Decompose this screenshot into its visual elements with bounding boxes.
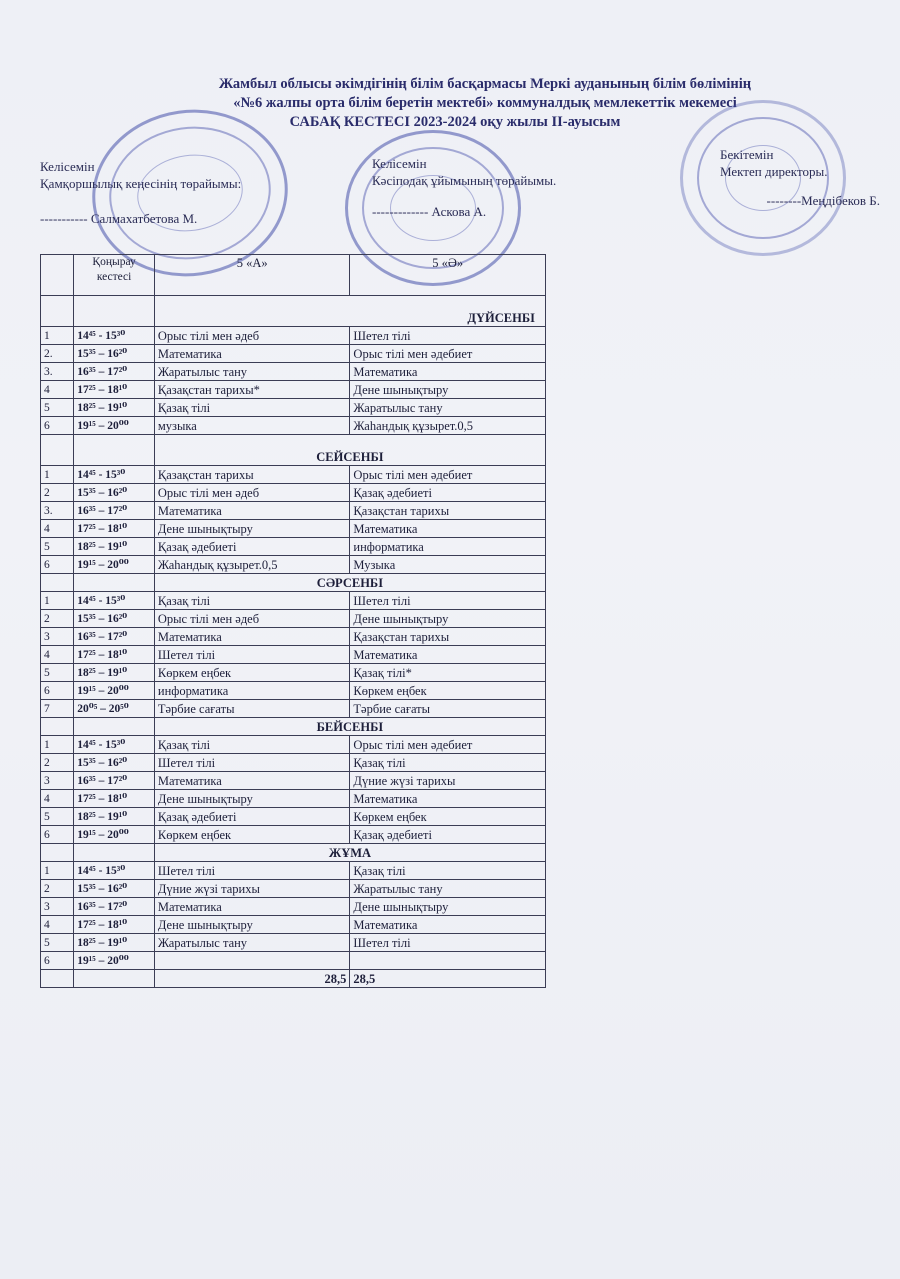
lesson-class-b: Орыс тілі мен әдебиет (350, 466, 546, 484)
table-row (41, 610, 546, 628)
bell-time: 17²⁵ – 18¹⁰ (74, 520, 155, 538)
lesson-class-a: Көркем еңбек (154, 664, 350, 682)
lesson-class-b: Қазақ тілі (350, 754, 546, 772)
lesson-class-a: Дене шынықтыру (154, 520, 350, 538)
lesson-class-a: Қазақстан тарихы (154, 466, 350, 484)
lesson-number: 2 (41, 754, 74, 772)
lesson-class-a: Математика (154, 628, 350, 646)
lesson-class-b: Жаратылыс тану (350, 880, 546, 898)
table-row (41, 538, 546, 556)
bell-time: 19¹⁵ – 20⁰⁰ (74, 556, 155, 574)
totals-cell (74, 970, 155, 988)
bell-time: 16³⁵ – 17²⁰ (74, 898, 155, 916)
bell-time: 19¹⁵ – 20⁰⁰ (74, 682, 155, 700)
approval-block-right (720, 146, 880, 209)
lesson-number: 6 (41, 682, 74, 700)
lesson-number: 1 (41, 466, 74, 484)
table-row (41, 682, 546, 700)
table-row (41, 399, 546, 417)
lesson-class-a: Қазақстан тарихы* (154, 381, 350, 399)
table-row (41, 466, 546, 484)
lesson-class-b: Математика (350, 520, 546, 538)
lesson-number: 3 (41, 898, 74, 916)
lesson-class-b: Жаһандық құзырет.0,5 (350, 417, 546, 435)
table-row (41, 502, 546, 520)
day-header-cell (74, 574, 155, 592)
lesson-class-b: Көркем еңбек (350, 682, 546, 700)
day-header-cell (41, 296, 74, 327)
lesson-number: 3. (41, 502, 74, 520)
lesson-class-a: Дүние жүзі тарихы (154, 880, 350, 898)
table-row (41, 556, 546, 574)
table-row (41, 417, 546, 435)
day-header-cell (41, 718, 74, 736)
bell-time: 18²⁵ – 19¹⁰ (74, 808, 155, 826)
table-row (41, 363, 546, 381)
lesson-class-a: Қазақ әдебиеті (154, 808, 350, 826)
lesson-class-b: Математика (350, 790, 546, 808)
lesson-number: 3 (41, 628, 74, 646)
table-row (41, 381, 546, 399)
totals-cell (41, 970, 74, 988)
table-row (41, 327, 546, 345)
totals-row (41, 970, 546, 988)
bell-time: 14⁴⁵ - 15³⁰ (74, 736, 155, 754)
bell-time: 18²⁵ – 19¹⁰ (74, 399, 155, 417)
day-name: БЕЙСЕНБІ (154, 718, 545, 736)
lesson-number: 6 (41, 417, 74, 435)
bell-time: 17²⁵ – 18¹⁰ (74, 790, 155, 808)
lesson-class-a: Тәрбие сағаты (154, 700, 350, 718)
header-cell-class-b: 5 «Ә» (350, 255, 546, 296)
lesson-number: 3. (41, 363, 74, 381)
lesson-class-a: Қазақ тілі (154, 592, 350, 610)
bell-time: 15³⁵ – 16²⁰ (74, 880, 155, 898)
total-hours-class-b: 28,5 (350, 970, 546, 988)
lesson-class-a: Қазақ әдебиеті (154, 538, 350, 556)
day-name: ЖҰМА (154, 844, 545, 862)
lesson-number: 2. (41, 345, 74, 363)
lesson-number: 4 (41, 520, 74, 538)
day-header-cell (41, 574, 74, 592)
day-name: СЕЙСЕНБІ (154, 435, 545, 466)
bell-time: 19¹⁵ – 20⁰⁰ (74, 952, 155, 970)
bell-time: 14⁴⁵ - 15³⁰ (74, 466, 155, 484)
lesson-class-b: Қазақ әдебиеті (350, 826, 546, 844)
lesson-number: 1 (41, 592, 74, 610)
table-row (41, 520, 546, 538)
approval-word: Келісемін (40, 159, 95, 174)
bell-time: 14⁴⁵ - 15³⁰ (74, 862, 155, 880)
table-row (41, 628, 546, 646)
bell-time: 20⁰⁵ – 20⁵⁰ (74, 700, 155, 718)
lesson-number: 5 (41, 399, 74, 417)
day-header-row (41, 574, 546, 592)
schedule-table (40, 254, 546, 988)
lesson-number: 5 (41, 664, 74, 682)
lesson-number: 2 (41, 484, 74, 502)
lesson-class-a: Қазақ тілі (154, 399, 350, 417)
bell-time: 17²⁵ – 18¹⁰ (74, 646, 155, 664)
bell-time: 19¹⁵ – 20⁰⁰ (74, 826, 155, 844)
bell-time: 14⁴⁵ - 15³⁰ (74, 327, 155, 345)
lesson-class-a: Шетел тілі (154, 862, 350, 880)
day-header-cell (74, 844, 155, 862)
lesson-class-b: Шетел тілі (350, 327, 546, 345)
bell-time: 15³⁵ – 16²⁰ (74, 754, 155, 772)
lesson-number: 2 (41, 880, 74, 898)
day-header-cell (74, 296, 155, 327)
lesson-number: 4 (41, 916, 74, 934)
lesson-class-b: Дене шынықтыру (350, 381, 546, 399)
table-row (41, 664, 546, 682)
day-header-cell (74, 435, 155, 466)
lesson-number: 5 (41, 538, 74, 556)
lesson-class-b: Қазақ тілі* (350, 664, 546, 682)
header-cell-class-a: 5 «А» (154, 255, 350, 296)
table-row (41, 484, 546, 502)
lesson-class-b: Математика (350, 646, 546, 664)
approval-block-middle (372, 155, 556, 220)
bell-time: 18²⁵ – 19¹⁰ (74, 664, 155, 682)
lesson-class-b: Көркем еңбек (350, 808, 546, 826)
approval-role: Мектеп директоры. (720, 164, 828, 179)
signature-line: ----------- Салмахатбетова М. (40, 211, 198, 226)
lesson-number: 6 (41, 556, 74, 574)
lesson-class-a: Орыс тілі мен әдеб (154, 327, 350, 345)
lesson-class-a: Орыс тілі мен әдеб (154, 610, 350, 628)
lesson-class-a: Математика (154, 772, 350, 790)
header-cell (41, 255, 74, 296)
lesson-class-a: Математика (154, 345, 350, 363)
approval-word: Келісемін (372, 156, 427, 171)
bell-time: 17²⁵ – 18¹⁰ (74, 916, 155, 934)
lesson-class-a: Дене шынықтыру (154, 916, 350, 934)
header-line-2: «№6 жалпы орта білім беретін мектебі» коммуналдық мемлекеттік мекемесі (233, 95, 737, 111)
table-row (41, 736, 546, 754)
day-name: ДҮЙСЕНБІ (154, 296, 545, 327)
bell-time: 15³⁵ – 16²⁰ (74, 610, 155, 628)
lesson-class-b: Орыс тілі мен әдебиет (350, 736, 546, 754)
lesson-class-b: Дене шынықтыру (350, 898, 546, 916)
lesson-class-b: Қазақстан тарихы (350, 628, 546, 646)
table-row (41, 808, 546, 826)
lesson-class-b: Шетел тілі (350, 934, 546, 952)
lesson-number: 2 (41, 610, 74, 628)
table-row (41, 700, 546, 718)
bell-time: 16³⁵ – 17²⁰ (74, 502, 155, 520)
lesson-number: 3 (41, 772, 74, 790)
lesson-class-b: Математика (350, 916, 546, 934)
lesson-class-a: Қазақ тілі (154, 736, 350, 754)
lesson-number: 6 (41, 952, 74, 970)
lesson-number: 4 (41, 646, 74, 664)
bell-time: 14⁴⁵ - 15³⁰ (74, 592, 155, 610)
signature-line: ------------- Аскова А. (372, 204, 487, 219)
lesson-class-a: Жаратылыс тану (154, 934, 350, 952)
table-header-row (41, 255, 546, 296)
schedule-title: САБАҚ КЕСТЕСІ 2023-2024 оқу жылы II-ауысым (289, 114, 621, 130)
lesson-class-b: Қазақ әдебиеті (350, 484, 546, 502)
lesson-number: 4 (41, 790, 74, 808)
bell-time: 15³⁵ – 16²⁰ (74, 484, 155, 502)
lesson-class-b: Жаратылыс тану (350, 399, 546, 417)
table-row (41, 826, 546, 844)
table-row (41, 754, 546, 772)
lesson-class-a: Орыс тілі мен әдеб (154, 484, 350, 502)
approval-role: Кәсіподақ ұйымының төрайымы. (372, 173, 557, 188)
table-row (41, 916, 546, 934)
table-row (41, 880, 546, 898)
lesson-class-b: Тәрбие сағаты (350, 700, 546, 718)
lesson-class-b: Дене шынықтыру (350, 610, 546, 628)
bell-time: 16³⁵ – 17²⁰ (74, 363, 155, 381)
bell-time: 17²⁵ – 18¹⁰ (74, 381, 155, 399)
lesson-number: 6 (41, 826, 74, 844)
table-row (41, 862, 546, 880)
lesson-number: 1 (41, 862, 74, 880)
lesson-class-a: Математика (154, 502, 350, 520)
lesson-class-b (350, 952, 546, 970)
table-row (41, 646, 546, 664)
lesson-class-b: Шетел тілі (350, 592, 546, 610)
bell-time: 19¹⁵ – 20⁰⁰ (74, 417, 155, 435)
bell-time: 18²⁵ – 19¹⁰ (74, 538, 155, 556)
table-row (41, 772, 546, 790)
lesson-class-a: музыка (154, 417, 350, 435)
day-header-cell (74, 718, 155, 736)
header-line-1: Жамбыл облысы әкімдігінің білім басқармасы Меркі ауданының білім бөлімінің (218, 76, 752, 92)
lesson-number: 4 (41, 381, 74, 399)
lesson-class-b: Орыс тілі мен әдебиет (350, 345, 546, 363)
lesson-number: 5 (41, 934, 74, 952)
lesson-class-a: Шетел тілі (154, 646, 350, 664)
bell-time: 18²⁵ – 19¹⁰ (74, 934, 155, 952)
table-row (41, 952, 546, 970)
table-row (41, 592, 546, 610)
table-row (41, 898, 546, 916)
bell-time: 16³⁵ – 17²⁰ (74, 628, 155, 646)
table-row (41, 790, 546, 808)
lesson-number: 1 (41, 327, 74, 345)
signature-line: --------Меңдібеков Б. (766, 193, 880, 208)
lesson-class-b: Математика (350, 363, 546, 381)
header-cell-time: Қоңырау кестесі (74, 255, 155, 296)
approval-role: Қамқоршылық кеңесінің төрайымы: (40, 176, 242, 191)
lesson-class-a: Шетел тілі (154, 754, 350, 772)
lesson-class-b: Музыка (350, 556, 546, 574)
table-row (41, 934, 546, 952)
day-header-cell (41, 435, 74, 466)
lesson-class-b: Қазақ тілі (350, 862, 546, 880)
lesson-class-a: Дене шынықтыру (154, 790, 350, 808)
lesson-number: 7 (41, 700, 74, 718)
lesson-number: 1 (41, 736, 74, 754)
day-header-row (41, 296, 546, 327)
lesson-class-b: Дүние жүзі тарихы (350, 772, 546, 790)
lesson-class-a (154, 952, 350, 970)
lesson-class-b: информатика (350, 538, 546, 556)
bell-time: 15³⁵ – 16²⁰ (74, 345, 155, 363)
approval-word: Бекітемін (720, 147, 774, 162)
lesson-class-a: информатика (154, 682, 350, 700)
lesson-class-b: Қазақстан тарихы (350, 502, 546, 520)
bell-time: 16³⁵ – 17²⁰ (74, 772, 155, 790)
lesson-class-a: Жаһандық құзырет.0,5 (154, 556, 350, 574)
lesson-class-a: Жаратылыс тану (154, 363, 350, 381)
lesson-class-a: Математика (154, 898, 350, 916)
total-hours-class-a: 28,5 (154, 970, 350, 988)
day-name: СӘРСЕНБІ (154, 574, 545, 592)
lesson-class-a: Көркем еңбек (154, 826, 350, 844)
day-header-cell (41, 844, 74, 862)
day-header-row (41, 435, 546, 466)
table-row (41, 345, 546, 363)
day-header-row (41, 844, 546, 862)
approval-block-left (40, 158, 241, 227)
lesson-number: 5 (41, 808, 74, 826)
day-header-row (41, 718, 546, 736)
